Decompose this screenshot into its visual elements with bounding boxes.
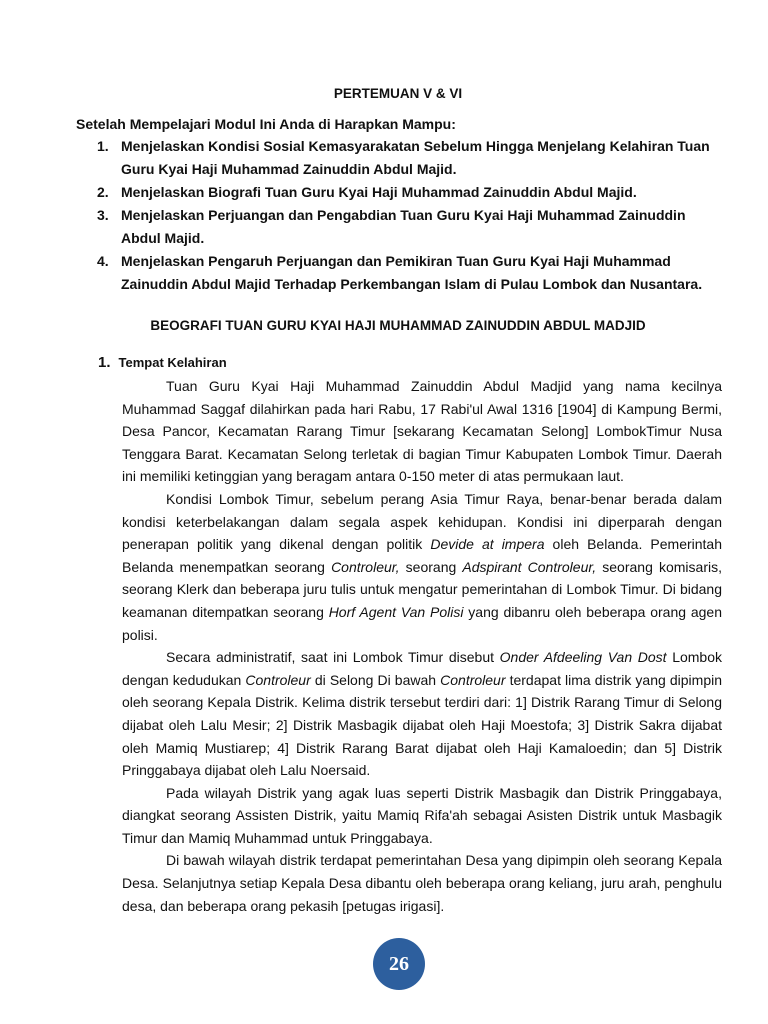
- italic-term: Controleur: [245, 671, 311, 688]
- text-run: oleh Belanda. Pemerintah Belanda menempatkan seorang: [122, 536, 723, 575]
- text-run: yang dibanru oleh beberapa orang agen polisi.: [122, 603, 722, 643]
- list-item-number: 3.: [97, 207, 109, 223]
- italic-term: Horf Agent Van Polisi: [328, 603, 464, 620]
- objectives-intro: Setelah Mempelajari Modul Ini Anda di Harapkan Mampu:: [76, 116, 456, 132]
- text-run: seorang: [399, 558, 463, 575]
- text-run: Kondisi Lombok Timur, sebelum perang Asia Timur Raya, benar-benar berada dalam kondisi keterbelakangan dalam segala aspek kehidupan. Kondisi ini diperparah dengan penerapan politik yang dikenal dengan politik: [122, 490, 722, 553]
- list-item: [97, 181, 724, 204]
- italic-term: Controleur,: [331, 558, 400, 575]
- italic-term: Adspirant Controleur,: [462, 558, 597, 575]
- list-item-number: 1.: [97, 138, 109, 154]
- list-item-text: Menjelaskan Biografi Tuan Guru Kyai Haji Muhammad Zainuddin Abdul Majid.: [121, 184, 637, 200]
- subheading-text: Tempat Kelahiran: [118, 355, 227, 370]
- list-item: [97, 204, 724, 250]
- italic-term: Devide at impera: [430, 536, 545, 553]
- subheading-number: 1.: [98, 354, 111, 371]
- list-item-number: 2.: [97, 184, 109, 200]
- italic-term: Controleur: [440, 671, 506, 688]
- objectives-list: [97, 135, 724, 296]
- list-item: [97, 135, 724, 181]
- list-item-text: Menjelaskan Pengaruh Perjuangan dan Pemikiran Tuan Guru Kyai Haji Muhammad Zainuddin Abdul Majid Terhadap Perkembangan Islam di Pulau Lombok dan Nusantara.: [121, 253, 703, 292]
- subheading: [98, 354, 227, 371]
- section-title: BEOGRAFI TUAN GURU KYAI HAJI MUHAMMAD ZAINUDDIN ABDUL MADJID: [150, 318, 646, 333]
- list-item-text: Menjelaskan Perjuangan dan Pengabdian Tuan Guru Kyai Haji Muhammad Zainuddin Abdul Majid.: [121, 207, 686, 246]
- text-run: seorang komisaris, seorang Klerk dan beberapa juru tulis untuk mengatur pemerintahan di Lombok Timur. Di bidang keamanan ditempatkan seorang: [122, 558, 722, 620]
- text-run: Lombok dengan kedudukan: [122, 649, 722, 688]
- list-item-number: 4.: [97, 253, 109, 269]
- italic-term: Onder Afdeeling Van Dost: [499, 649, 667, 666]
- paragraph-2: [122, 488, 722, 646]
- text-run: Secara administratif, saat ini Lombok Timur disebut: [166, 649, 500, 666]
- paragraph-5: Di bawah wilayah distrik terdapat pemerintahan Desa yang dipimpin oleh seorang Kepala Desa. Selanjutnya setiap Kepala Desa dibantu oleh beberapa orang keliang, juru arah, penghulu desa, dan beberapa orang pekasih [petugas irigasi].: [122, 852, 722, 914]
- text-run: terdapat lima distrik yang dipimpin oleh seorang Kepala Distrik. Kelima distrik tersebut terdiri dari: 1] Distrik Rarang Timur di Selong dijabat oleh Lalu Mesir; 2] Distrik Masbagik dijabat oleh Haji Moestofa; 3] Distrik Sakra dijabat oleh Mamiq Mustiarep; 4] Distrik Rarang Barat dijabat oleh Haji Kamaloedin; dan 5] Distrik Pringgabaya dijabat oleh Lalu Noersaid.: [122, 671, 723, 779]
- paragraph-3: [122, 646, 722, 782]
- body-text: [122, 375, 722, 917]
- paragraph-4: Pada wilayah Distrik yang agak luas seperti Distrik Masbagik dan Distrik Pringgabaya, diangkat seorang Assisten Distrik, yaitu Mamiq Rifa'ah sebagai Asisten Distrik untuk Masbagik Timur dan Mamiq Muhammad untuk Pringgabaya.: [122, 784, 722, 846]
- page-title: PERTEMUAN V & VI: [333, 86, 463, 101]
- list-item-text: Menjelaskan Kondisi Sosial Kemasyarakatan Sebelum Hingga Menjelang Kelahiran Tuan Guru Kyai Haji Muhammad Zainuddin Abdul Majid.: [121, 138, 710, 177]
- paragraph-1: Tuan Guru Kyai Haji Muhammad Zainuddin Abdul Madjid yang nama kecilnya Muhammad Saggaf dilahirkan pada hari Rabu, 17 Rabi'ul Awal 1316 [1904] di Kampung Bermi, Desa Pancor, Kecamatan Rarang Timur [sekarang Kecamatan Selong] LombokTimur Nusa Tenggara Barat. Kecamatan Selong terletak di bagian Timur Kabupaten Lombok Timur. Daerah ini memiliki ketinggian yang beragam antara 0-150 meter di atas permukaan laut.: [122, 378, 722, 485]
- page-number-badge: 26: [373, 938, 425, 990]
- text-run: di Selong Di bawah: [310, 671, 441, 688]
- list-item: [97, 250, 724, 296]
